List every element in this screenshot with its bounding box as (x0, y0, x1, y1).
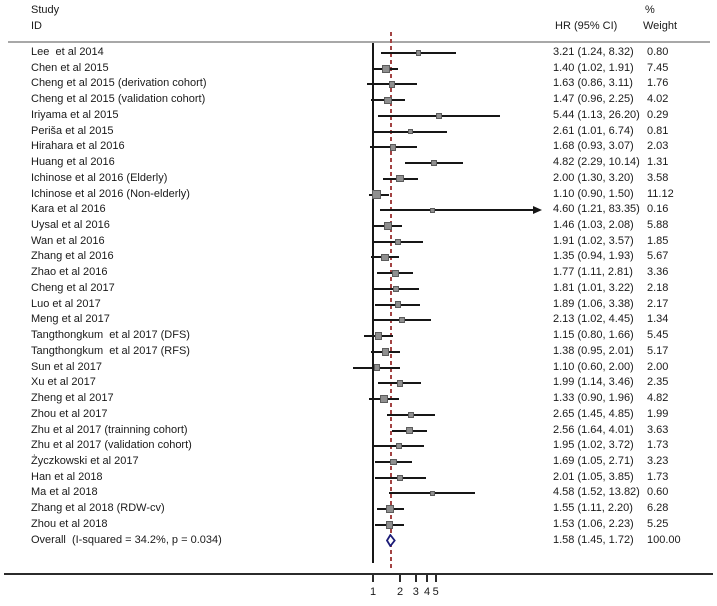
effect-square (389, 81, 395, 87)
study-label: Sun et al 2017 (31, 360, 102, 373)
hr-ci-value: 1.46 (1.03, 2.08) (553, 219, 634, 232)
hr-ci-value: 1.35 (0.94, 1.93) (553, 250, 634, 263)
hr-ci-value: 4.58 (1.52, 13.82) (553, 486, 640, 499)
hr-ci-value: 2.01 (1.05, 3.85) (553, 470, 634, 483)
weight-value: 3.23 (647, 454, 669, 467)
weight-value: 100.00 (647, 533, 681, 546)
weight-value: 5.88 (647, 219, 669, 232)
column-header-study: Study (31, 4, 60, 16)
hr-ci-value: 1.81 (1.01, 3.22) (553, 281, 634, 294)
effect-square (382, 65, 390, 73)
x-axis-tick (435, 574, 437, 582)
weight-value: 7.45 (647, 61, 669, 74)
hr-ci-value: 2.61 (1.01, 6.74) (553, 124, 634, 137)
effect-square (392, 270, 399, 277)
effect-square (372, 190, 381, 199)
effect-square (416, 50, 422, 56)
x-axis-tick (399, 574, 401, 582)
study-label: Lee et al 2014 (31, 46, 104, 58)
effect-square (395, 239, 401, 245)
weight-value: 1.85 (647, 234, 669, 247)
study-label: Chen et al 2015 (31, 61, 109, 74)
arrow-right-icon (533, 206, 542, 214)
x-axis-tick-label: 3 (412, 586, 419, 598)
hr-ci-value: 1.95 (1.02, 3.72) (553, 439, 634, 452)
weight-value: 0.29 (647, 108, 669, 121)
weight-value: 2.03 (647, 140, 669, 153)
weight-value: 0.60 (647, 486, 669, 499)
weight-value: 2.35 (647, 376, 669, 389)
effect-square (380, 395, 387, 402)
weight-value: 4.02 (647, 93, 669, 106)
effect-square (399, 317, 405, 323)
effect-square (396, 443, 402, 449)
effect-square (384, 222, 392, 230)
hr-ci-value: 3.21 (1.24, 8.32) (553, 46, 634, 58)
study-label: Hirahara et al 2016 (31, 140, 125, 153)
hr-ci-value: 2.65 (1.45, 4.85) (553, 407, 634, 420)
effect-square (382, 348, 390, 356)
effect-square (375, 332, 383, 340)
overall-diamond (386, 534, 396, 550)
study-label: Zhang et al 2018 (RDW-cv) (31, 502, 165, 515)
column-header-weight: Weight (643, 20, 678, 32)
study-label: Życzkowski et al 2017 (31, 454, 139, 467)
effect-square (386, 521, 394, 529)
effect-square (436, 113, 441, 118)
effect-square (408, 412, 414, 418)
study-label: Ichinose et al 2016 (Non-elderly) (31, 187, 190, 200)
effect-square (397, 380, 404, 387)
hr-ci-value: 1.91 (1.02, 3.57) (553, 234, 634, 247)
effect-square (390, 144, 396, 150)
x-axis-tick-label: 2 (396, 586, 404, 598)
weight-value: 1.73 (647, 470, 669, 483)
effect-square (393, 286, 399, 292)
hr-ci-value: 2.13 (1.02, 4.45) (553, 313, 634, 326)
effect-square (397, 475, 403, 481)
weight-value: 0.80 (647, 46, 669, 58)
hr-ci-value: 1.15 (0.80, 1.66) (553, 329, 634, 342)
hr-ci-value: 1.55 (1.11, 2.20) (553, 502, 633, 515)
effect-square (384, 97, 391, 104)
study-label: Tangthongkum et al 2017 (RFS) (31, 344, 190, 357)
effect-square (396, 175, 403, 182)
hr-ci-value: 1.10 (0.90, 1.50) (553, 187, 634, 200)
weight-value: 0.16 (647, 203, 669, 216)
weight-value: 11.12 (647, 187, 674, 200)
effect-square (390, 459, 397, 466)
study-label: Zhang et al 2016 (31, 250, 114, 263)
hr-ci-value: 1.10 (0.60, 2.00) (553, 360, 634, 373)
study-label: Huang et al 2016 (31, 156, 115, 169)
study-label: Kara et al 2016 (31, 203, 106, 216)
weight-value: 5.25 (647, 517, 669, 530)
ci-line (380, 209, 533, 211)
hr-ci-value: 1.40 (1.02, 1.91) (553, 61, 634, 74)
x-axis-tick-label: 1 (369, 586, 377, 598)
weight-value: 3.58 (647, 171, 669, 184)
weight-value: 1.31 (647, 156, 669, 169)
column-header-hr: HR (95% CI) (555, 20, 618, 32)
hr-ci-value: 2.56 (1.64, 4.01) (553, 423, 634, 436)
weight-value: 6.28 (647, 502, 669, 515)
hr-ci-value: 5.44 (1.13, 26.20) (553, 108, 640, 121)
study-label: Zheng et al 2017 (31, 392, 114, 405)
weight-value: 4.82 (647, 392, 669, 405)
weight-value: 2.00 (647, 360, 669, 373)
study-label: Zhu et al 2017 (trainning cohort) (31, 423, 188, 436)
study-label: Cheng et al 2015 (validation cohort) (31, 93, 206, 106)
x-axis-tick (372, 574, 374, 582)
hr-ci-value: 2.00 (1.30, 3.20) (553, 171, 634, 184)
x-axis-tick-label: 4 (423, 586, 431, 598)
study-label: Luo et al 2017 (31, 297, 101, 310)
effect-square (408, 129, 414, 135)
hr-ci-value: 1.58 (1.45, 1.72) (553, 533, 634, 546)
study-label: Ma et al 2018 (31, 486, 98, 499)
weight-value: 1.76 (647, 77, 669, 90)
weight-value: 2.17 (647, 297, 669, 310)
hr-ci-value: 1.47 (0.96, 2.25) (553, 93, 634, 106)
column-header-id: ID (31, 20, 42, 32)
overall-label: Overall (I-squared = 34.2%, p = 0.034) (31, 533, 222, 546)
study-label: Zhou et al 2017 (31, 407, 108, 420)
study-label: Ichinose et al 2016 (Elderly) (31, 171, 168, 184)
study-label: Cheng et al 2017 (31, 281, 115, 294)
column-header-percent: % (645, 4, 655, 16)
study-label: Han et al 2018 (31, 470, 103, 483)
x-axis-tick (426, 574, 428, 582)
hr-ci-value: 1.53 (1.06, 2.23) (553, 517, 634, 530)
weight-value: 5.45 (647, 329, 669, 342)
hr-ci-value: 1.99 (1.14, 3.46) (553, 376, 634, 389)
hr-ci-value: 4.60 (1.21, 83.35) (553, 203, 640, 216)
effect-square (381, 254, 389, 262)
effect-square (430, 491, 436, 497)
x-axis-line (4, 573, 713, 575)
hr-ci-value: 1.38 (0.95, 2.01) (553, 344, 634, 357)
x-axis-tick (415, 574, 417, 582)
effect-square (430, 208, 435, 213)
study-label: Zhu et al 2017 (validation cohort) (31, 439, 192, 452)
weight-value: 0.81 (647, 124, 669, 137)
effect-square (395, 301, 401, 307)
weight-value: 5.67 (647, 250, 669, 263)
study-label: Tangthongkum et al 2017 (DFS) (31, 329, 190, 342)
effect-square (406, 427, 413, 434)
hr-ci-value: 4.82 (2.29, 10.14) (553, 156, 640, 169)
study-label: Periša et al 2015 (31, 124, 114, 137)
x-axis-tick-label: 5 (432, 586, 439, 598)
study-label: Zhao et al 2016 (31, 266, 108, 279)
weight-value: 3.63 (647, 423, 669, 436)
study-label: Zhou et al 2018 (31, 517, 108, 530)
study-label: Xu et al 2017 (31, 376, 96, 389)
weight-value: 1.73 (647, 439, 669, 452)
study-label: Cheng et al 2015 (derivation cohort) (31, 77, 207, 90)
hr-ci-value: 1.77 (1.11, 2.81) (553, 266, 633, 279)
study-label: Meng et al 2017 (31, 313, 110, 326)
effect-square (431, 160, 437, 166)
weight-value: 1.34 (647, 313, 669, 326)
hr-ci-value: 1.89 (1.06, 3.38) (553, 297, 634, 310)
weight-value: 5.17 (647, 344, 669, 357)
effect-square (374, 364, 380, 370)
weight-value: 3.36 (647, 266, 669, 279)
hr-ci-value: 1.68 (0.93, 3.07) (553, 140, 634, 153)
hr-ci-value: 1.63 (0.86, 3.11) (553, 77, 633, 90)
study-label: Wan et al 2016 (31, 234, 105, 247)
study-label: Iriyama et al 2015 (31, 108, 119, 121)
hr-ci-value: 1.69 (1.05, 2.71) (553, 454, 634, 467)
effect-square (386, 505, 394, 513)
study-label: Uysal et al 2016 (31, 219, 110, 232)
weight-value: 2.18 (647, 281, 669, 294)
hr-ci-value: 1.33 (0.90, 1.96) (553, 392, 634, 405)
weight-value: 1.99 (647, 407, 669, 420)
